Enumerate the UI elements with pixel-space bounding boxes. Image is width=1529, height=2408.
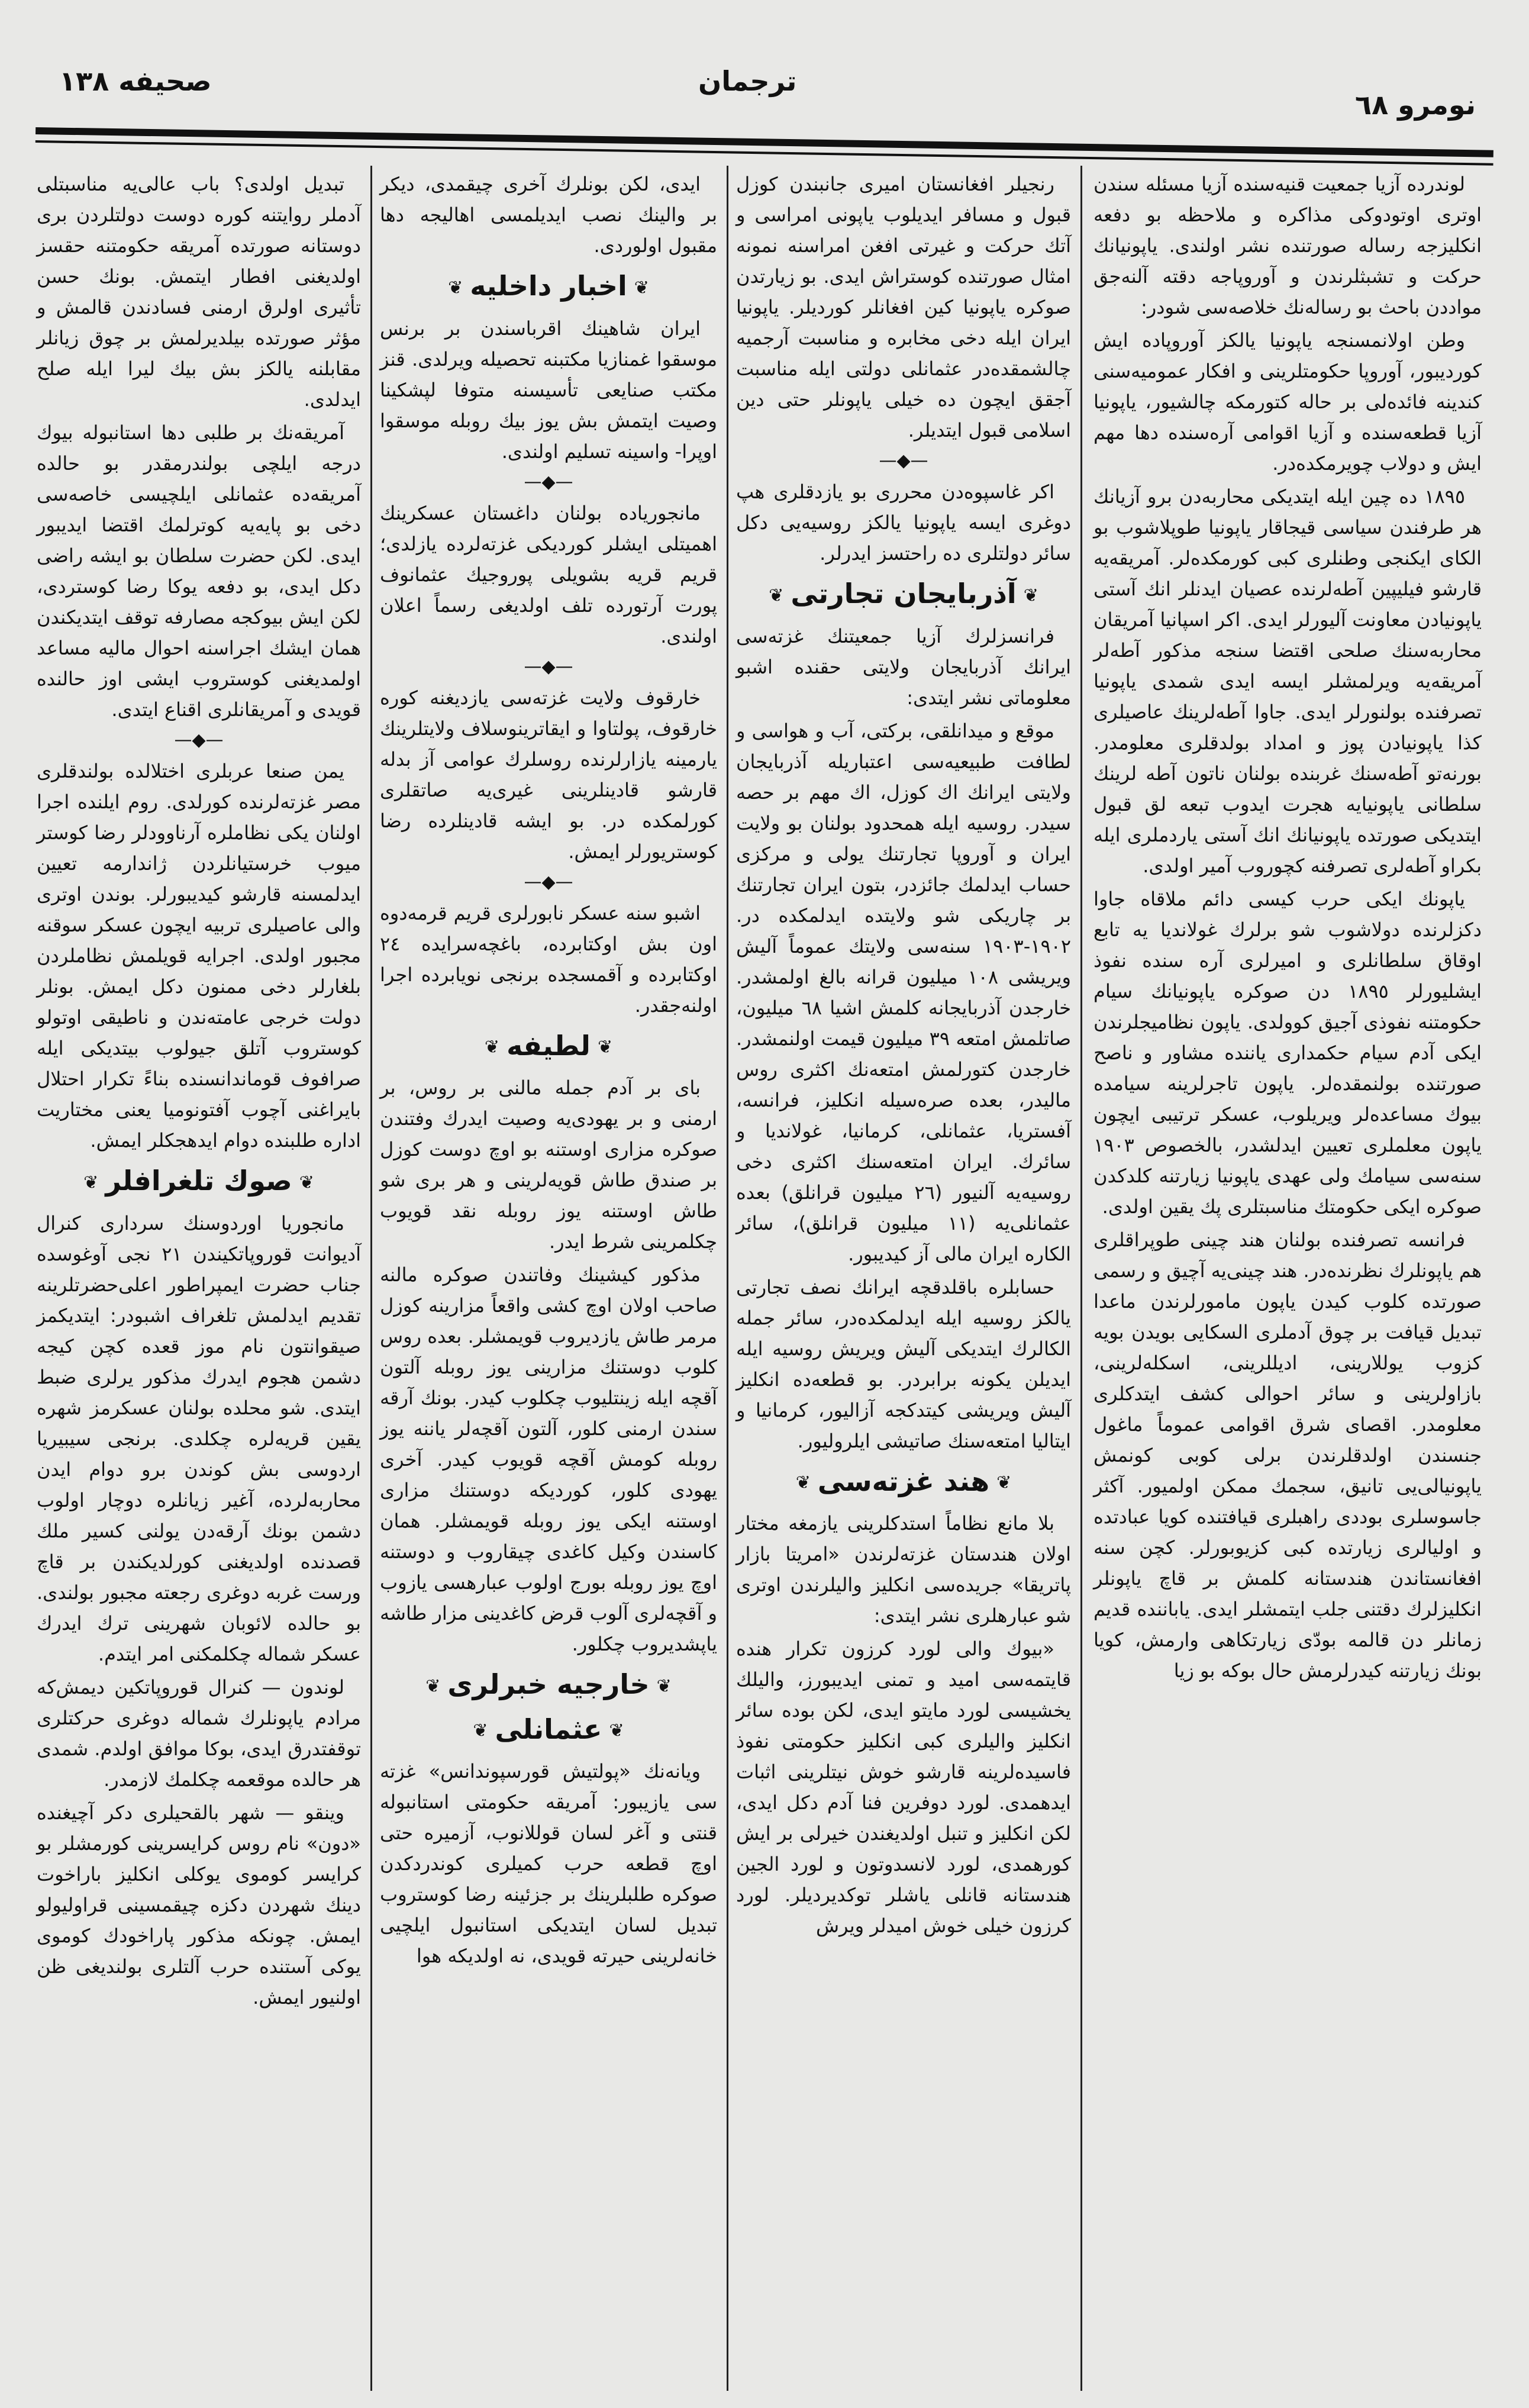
section-separator: —◆— xyxy=(524,656,573,677)
section-heading: ❦ خارجیه خبرلری ❦ xyxy=(380,1666,717,1704)
section-heading: ❦ عثمانلی ❦ xyxy=(380,1711,717,1749)
section-heading: ❦ لطیفه ❦ xyxy=(380,1028,717,1066)
article-paragraph: یمن صنعا عربلری اختلالده بولندقلری مصر غزته‌لرنده کورلدی. روم ایلنده اجرا اولنان یکی نظاملره آرناوودلر رضا کوستر میوب خرستیانلردن ژاندارمه تعیین ایدلمسنه قارشو کیدیبورلر. بوندن اوتری والی عاصیلری تربیه ایچون عسکر سوقنه مجبور اولدی. اجرایه قویلمش نظاملردن بلغارلر دخی ممنون دکل ایمش. بونلر دولت خرجی عامته‌ندن و ناطیقی اوتولو کوستروب آتلق جیولوب بیتدیکی ایله صرافوف قوماندانسنده بناءً تکرار احتلال بایراغنی آچوب آفتونومیا یعنی مختاریت اداره طلبنده دوام ایدهجکلر ایمش. xyxy=(37,760,361,1152)
article-paragraph: اشبو سنه عسکر نابورلری قریم قرمه‌دوه اون بش اوکتابرده، باغچه‌سرایده ٢٤ اوکتابرده و آقمسجده برنجی نویابرده اجرا اولنه‌جقدر. xyxy=(380,901,717,1017)
column-divider xyxy=(1080,166,1082,2391)
article-paragraph: ویانه‌نك «پولتیش قورسپوندانس» غزته سی یازیبور: آمریقه حکومتی استانبوله قنتی و آغر لسان قوللانوب، آزمیره حتی اوچ قطعه حرب کمیلری کوندردکدن صوکره طلبلرینك بر جزئینه رضا کوستروب تبدیل لسان ایتدیکی استانبول ایلچیی خانه‌لرینی حیرته قویدی، نه اولدیکه هوا xyxy=(380,1760,717,1967)
article-paragraph: رنجیلر افغانستان امیری جانبندن کوزل قبول و مسافر ایدیلوب یاپونی امراسی و آتك حرکت و غیرتی افغن امراسنه نمونه امثال صورتنده کوستراش ایدی. بو زیارتدن صوکره یاپونیا کین افغانلر کوردیلر. یاپونیا ایران ایله دخی مخابره و مناسبت آرجمیه چالشمقده‌در عثمانلی دولتی ایله مناسبت آجقق ایچون ده خیلی یاپونلر حتی دین اسلامی قبول ایتدیلر. xyxy=(736,173,1071,441)
article-paragraph: خارقوف ولایت غزته‌سی یازدیغنه کوره خارقوف، پولتاوا و ایقاترینوسلاف ولایتلرینك یارمینه یازارلرنده روسلرك عوامی آز بدله قارشو قادینلرینی غیری‌یه صاتقلری کورلمکده در. بو ایشه قادینلرده رضا کوستریورلر ایمش. xyxy=(380,686,717,863)
article-paragraph: فرانسزلرك آزیا جمعیتنك غزته‌سی ایرانك آذربایجان ولایتی حقنده اشبو معلوماتی نشر ایتدی: xyxy=(736,624,1071,709)
article-paragraph: مانجوریا اوردوسنك سرداری کنرال آدیوانت قوروپاتکیندن ٢١ نجی آوغوسده جناب حضرت ایمپراطور اعلی‌حضرتلرینه تقدیم ایدلمش تلغراف اشبودر: ایتدیکمز صیقوانتون نام موز قعده کچن کیجه دشمن هجوم ایدرك مذکور یرلری ضبط ایتدی. شو محلده بولنان عسکرمز شهره یقین قریه‌لره چکلدی. برنجی سیبیریا اردوسی بش کوندن برو دوام ایدن محاربه‌لرده، آغیر زیانلره دوچار اولوب دشمن بونك آرقه‌دن یولنی کسیر ملك قصدنده اولدیغنی کورلدیکندن بر قاچ ورست غربه دوغری رجعته مجبور بولندی. بو حالده لائوبان شهرینی ترك ایدرك عسکر شماله چکلمکنی امر ایتدم. xyxy=(37,1211,361,1665)
article-paragraph: لوندرده آزیا جمعیت قنیه‌سنده آزیا مسئله سندن اوتری اوتودوکی مذاکره و ملاحظه بو دفعه انکلیزجه رساله صورتنده نشر اولندی. یاپونیانك حرکت و تشبثلرندن و آوروپاجه دقته آلنه‌جق مواددن باحث بو رساله‌نك خلاصه‌سی شودر: xyxy=(1093,173,1482,318)
section-heading: ❦ اخبار داخلیه ❦ xyxy=(380,268,717,306)
article-paragraph: لوندون — کنرال قوروپاتکین دیمش‌که مرادم یاپونلرك شماله دوغری حرکتلری توقفتدرق ایدی، بوکا موافق اولدم. شمدی هر حالده موقعمه چکلمك لازمدر. xyxy=(37,1675,361,1791)
column-1 xyxy=(1086,169,1489,1688)
newspaper-title: ترجمان xyxy=(698,65,797,97)
article-paragraph: ایران شاهینك اقرباسندن بر برنس موسقوا غمنازیا مکتبنه تحصیله ویرلدی. قنز مکتب صنایعی تأسیسنه متوفا لپشکینا وصیت ایتمش بش یوز بیك روبله موسقوا اوپرا- واسینه تسلیم اولندی. xyxy=(380,317,717,463)
page-number: صحیفه ١٣٨ xyxy=(59,65,212,97)
section-heading: ❦ هند غزته‌سی ❦ xyxy=(736,1464,1071,1501)
article-paragraph: آمریقه‌نك بر طلبی دها استانبوله بیوك درجه ایلچی بولندرمقدر بو حالده آمریقه‌ده عثمانلی ایلچیسی خاصه‌سی دخی بو پایه‌یه کوترلمك اقتضا ایدیبور ایدی. لکن حضرت سلطان بو ایشه راضی دکل ایدی، بو دفعه یوکا رضا کوستردی، لکن ایش بیوکجه مصارفه توقف ایتدیکندن همان ایشك اجراسنه احوال مالیه مساعد اولمدیغنی کوستروب ایشی اوز حالنده قویدی و آمریقانلری اقناع ایتدی. xyxy=(37,421,361,721)
article-paragraph: بای بر آدم جمله مالنی بر روس، بر ارمنی و بر یهودی‌یه وصیت ایدرك وفتندن صوکره مزاری اوستنه بو اوچ دوست کوزل بر صندق طاش قویه‌لرینی و هر بری شو طاش اوستنه یوز روبله نقد قویوب چکلمرینی شرط ایدر. xyxy=(380,1076,717,1253)
section-separator: —◆— xyxy=(524,871,573,892)
section-separator: —◆— xyxy=(879,450,928,471)
column-divider xyxy=(370,166,372,2391)
article-paragraph: موقع و میدانلقی، برکتی، آب و هواسی و لطافت طبیعیه‌سی اعتباریله آذربایجان ولایتی ایرانك اك کوزل، اك مهم بر حصه سیدر. روسیه ایله همحدود بولنان بو ولایت ایران و آوروپا تجارتنك یولی و مرکزی حساب ایدلمك جائزدر، بتون ایران تجارتنك بر چاریکی شو ولایتده ایدلمکده در. ١٩٠٢-١٩٠٣ سنه‌سی ولایتك عموماً آلیش ویریشی ١٠٨ میلیون قرانه بالغ اولمشدر. خارجدن آذربایجانه کلمش اشیا ٦٨ میلیون، صاتلمش امتعه ٣٩ میلیون قیمت اولنمشدر. خارجدن کتورلمش امتعه‌نك اکثری روس مالیدر، بعده صره‌سیله انکلیز، فرانسه، آفستریا، عثمانلی، کرمانیا، غولاندیا و سائرك. ایران امتعه‌سنك اکثری دخی روسیه‌یه آلنیور (٢٦ میلیون قرانلق) بعده عثمانلی‌یه (١١ میلیون قرانلق)، سائر الکاره ایران مالی آز کیدیبور. xyxy=(736,719,1072,1265)
article-paragraph: مذکور کیشینك وفاتندن صوکره مالنه صاحب اولان اوچ کشی واقعاً مزارینه کوزل مرمر طاش یازدیروب قویمشلر. بعده روس کلوب دوستنك مزارینی یوز روبله آلتون آقچه ایله زینتلیوب چکلوب کیدر. بونك آرقه سندن ارمنی کلور، آلتون آقچه‌لر یاننه یوز روبله کومش آقچه قویوب کیدر. آخری یهودی کلور، کوردیکه دوستنك مزاری اوستنه ایکی یوز روبله قویمشلر. همان کاسندن وکیل کاغدی چیقاروب و دوستنه اوچ یوز روبله بورج اولوب عبارهسی یازوب و آقچه‌لری آلوب قرض کاغدینی مزار طاشه یاپشدیروب چکلور. xyxy=(380,1263,717,1655)
section-heading: ❦ آذربایجان تجارتی ❦ xyxy=(736,576,1071,614)
column-4 xyxy=(30,169,368,2015)
article-paragraph: یاپونك ایکی حرب کیسی دائم ملاقاه جاوا دکزلرنده دولاشوب شو برلرك غولاندیا یه تابع اوقاق سلطانلری و امیرلری آره سنده نفوذ ایشلیورلر ١٨٩٥ دن صوکره یاپونیانك سیام حکومتنه نفوذی آجیق کوولدی. یاپون نظامیجلرندن ایکی آدم سیام حکمداری یاننده مشاور و ناصح صورتنده بولنمقده‌لر. یاپون تاجرلرینه سیامده بیوك مساعده‌لر ویریلوب، عسکر ترتیبی ایچون یاپون معلملری تعیین ایدلشدر، بالخصوص ١٩٠٣ سنه‌سی سیامك ولی عهدی یاپونیا زیارتنه کلدکدن صوکره ایکی حکومتك مناسبتلری پك یقین اولدی. xyxy=(1093,888,1482,1218)
article-paragraph: حسابلره باقلدقچه ایرانك نصف تجارتی یالکز روسیه ایله ایدلمکده‌در، سائر جمله الکالرك ایتدیکی آلیش ویریش روسیه ایله ایدیلن یکونه برابردر. بو قطعه‌ده انکلیز آلیش ویریشی کیتدکجه آزالیور، کرمانیا و ایتالیا امتعه‌سنك صاتیشی ایلرولیور. xyxy=(736,1275,1071,1452)
article-paragraph: اکر غاسپوه‌دن محرری بو یازدقلری هپ دوغری ایسه یاپونیا یالکز روسیه‌یی دکل سائر دولتلری ده راحتسز ایدرلر. xyxy=(736,481,1071,565)
column-3 xyxy=(373,169,724,1974)
column-divider xyxy=(727,166,728,2391)
article-paragraph: وینقو — شهر بالقحیلری دکر آچیغنده «دون» نام روس کرایسرینی کورمشلر بو کرایسر کوموی یوکلی انکلیز باراخوت دینك شهردن دکزه چیقمسینی قراولیولو ایمش. چونکه مذکور پاراخودك کوموی یوکی آستنده حرب آلتلری بولندیغی ظن اولنیور ایمش. xyxy=(37,1801,361,2009)
issue-number: نومرو ٦٨ xyxy=(1355,89,1476,121)
article-paragraph: فرانسه تصرفنده بولنان هند چینی طوپراقلری هم یاپونلرك نظرنده‌در. هند چینی‌یه آچیق و رسمی صورتده کلوب کیدن یاپون مامورلرندن ماعدا تبدیل قیافت بر چوق آدملری السکایی بویدن بویه کزوب یوللارینی، ادیللرینی، اسکله‌لرینی، بازاولرینی و سائر احوالی کشف ایتدکلری معلومدر. اقصای شرق اقوامی عموماً ماغول جنسندن اولدقلرندن برلی کوبی کونمش یاپونیالی‌یی تانیق، سجمك ممکن اولمیور. آکثر جاسوسلری بوددی راهبلری قیافتنده کویا عبادتده و اولیالری زیارتده کبی کزیوبورلر. کچن سنه افغانستاندن هندستانه کلمش بر قاچ یاپونلر انکلیزلرك دقتنی جلب ایتمشلر ایدی. یاباننده قدیم زمانلر دن قالمه بودّی زیارتکاهی وارمش، کویا بونك زیارتنه کیدرلرمش حال بوکه بو زیا xyxy=(1093,1229,1482,1682)
section-heading: ❦ صوك تلغرافلر ❦ xyxy=(37,1163,361,1201)
header-rule xyxy=(36,127,1493,166)
article-paragraph: ایدی، لکن بونلرك آخری چیقمدی، دیکر بر والینك نصب ایدیلمسی اهالیجه دها مقبول اولوردی. xyxy=(380,173,717,257)
section-separator: —◆— xyxy=(174,730,224,750)
article-paragraph: مانجوریاده بولنان داغستان عسکرینك اهمیتلی ایشلر کوردیکی غزته‌لرده یازلدی؛ قریم قریه‌ بشویلی پوروجیك عثمانوف پورت آرتورده تلف اولدیغی رسماً اعلان اولندی. xyxy=(380,501,717,647)
section-separator: —◆— xyxy=(524,471,573,492)
article-paragraph: ١٨٩٥ ده چین ایله ایتدیکی محاربه‌دن برو آزیانك هر طرفندن سیاسی قیجاقار یاپونیا طوپلاشوب بو الکای ایکنجی وطنلری کبی کورمکده‌لر. آمریقه‌یه قارشو فیلیپین آطه‌لرنده عصیان ایدنلر انك آستی یاپونیادن معاونت آلیورلر ایدی. اکر اسپانیا آمریقان محاربه‌سنك صلحی اقتضا سنجه مذکور آطه‌لر آمریقه‌یه ویرلمشلر ایسه ایدی شمدی یاپونیا تصرفنده بولنورلر ایدی. جاوا آطه‌لرینك عاصیلری کذا یاپونیادن پوز و امداد بولدقلری معلومدر. بورنه‌تو آطه‌سنك غربنده بولنان ناتون آطه لرینك سلطانی یاپونیایه هجرت ایدوب تبعه لق قبول ایتدیکی صورتده یاپونیانك انك آستی یاردملری ایله بکراو آطه‌لری تصرفنه کچوروب آمیر اولدی. xyxy=(1093,485,1482,877)
article-paragraph: تبدیل اولدی؟ باب عالی‌یه مناسبتلی آدملر روایتنه کوره دوست دولتلردن بری دوستانه صورتده آمریقه حکومتنه حقسز اولدیغنی افطار ایتمش. بونك حسن تأثیری اولرق ارمنی فسادندن قالمش و مؤثر صورتده بیلدیرلمش بر چوق زیانلر مقابلنه یالکز بش بیك لیرا ایله صلح ایدلدی. xyxy=(37,173,361,411)
column-2 xyxy=(729,169,1078,1943)
article-paragraph: بلا مانع نظاماً استدکلرینی یازمغه مختار اولان هندستان غزته‌لرندن «امریتا بازار پاتریقا» جریده‌سی انکلیز والیلرندن اوتری شو عبارهلری نشر ایتدی: xyxy=(736,1512,1071,1627)
article-paragraph: وطن اولانمسنجه یاپونیا یالکز آوروپاده ایش کوردیبور، آوروپا حکومتلرینی و افکار عمومیه‌سنی کندینه فائده‌لی بر حاله کتورمکه چالشیور، یاپونیا آزیا قطعه‌سنده و آزیا اقوامی آره‌سنده دها مهم ایش و دولاب چویرمکده‌در. xyxy=(1093,329,1482,475)
article-paragraph: «بیوك والی لورد کرزون تکرار هنده قایتمه‌سی امید و تمنی ایدیبورز، والیلك یخشیسی لورد مایتو ایدی، لکن بوده سائر انکلیز والیلری کبی انکلیز حکومتی نفوذ فاسیده‌لرینه قارشو خوش نیتلرینی اثبات ایدهمدی. لورد دوفرین فنا آدم دکل ایدی، لکن انکلیز و تنبل اولدیغندن خیرلی بر ایش کورهمدی، لورد لانسدوتون و لورد الجین هندستانه قانلی یاشلر توکدیردیلر. لورد کرزون خیلی خوش امیدلر ویرش xyxy=(736,1637,1071,1937)
